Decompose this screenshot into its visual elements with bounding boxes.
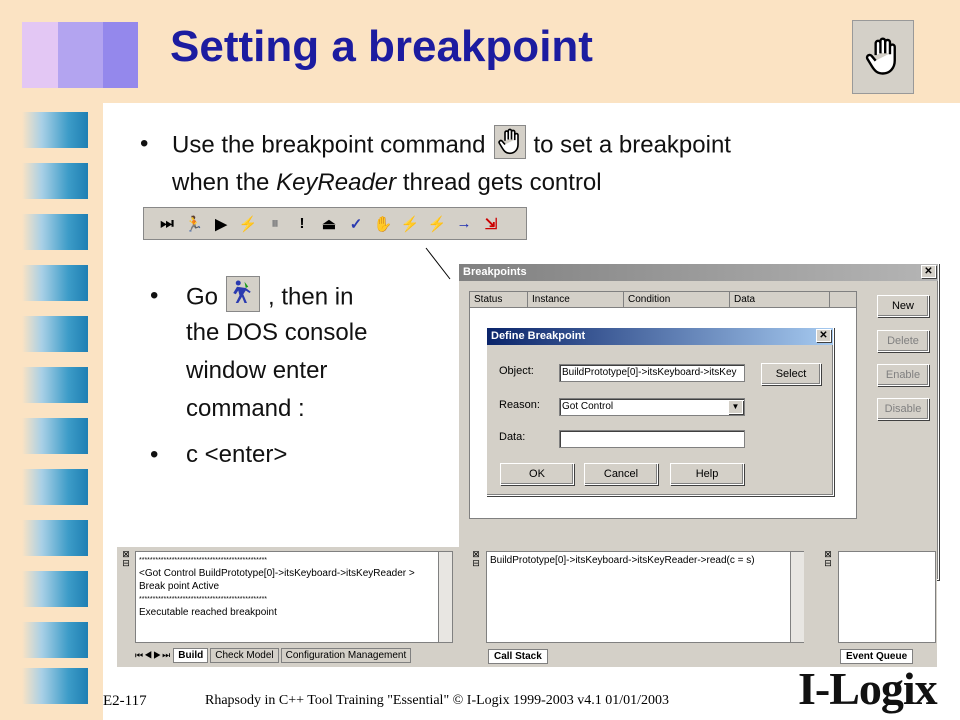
object-label: Object: — [499, 365, 534, 377]
slide-title: Setting a breakpoint — [170, 22, 593, 71]
left-decor-band — [0, 0, 103, 720]
object-field[interactable]: BuildPrototype[0]->itsKeyboard->itsKey — [559, 364, 745, 382]
exclamation-icon[interactable]: ! — [299, 215, 305, 232]
column-instance[interactable]: Instance — [528, 292, 624, 307]
chevron-down-icon[interactable]: ▼ — [728, 400, 743, 414]
disable-button[interactable]: Disable — [877, 398, 929, 420]
step-into-icon[interactable]: ⏭ — [160, 215, 174, 232]
event-generator-icon[interactable]: ⚡ — [400, 215, 420, 233]
help-button[interactable]: Help — [670, 463, 744, 485]
breakpoints-header — [470, 292, 856, 308]
enable-button[interactable]: Enable — [877, 364, 929, 386]
output-line-2: Break point Active — [139, 581, 220, 592]
debug-toolbar — [143, 207, 527, 240]
call-stack-pane[interactable] — [486, 551, 804, 643]
bullet-1-line-2 — [172, 168, 602, 198]
bullet-2-text-b: , then in — [268, 283, 354, 311]
bullet-1-line2-b: thread gets control — [396, 169, 602, 196]
bullet-2-line-1 — [186, 280, 353, 316]
footer-text: Rhapsody in C++ Tool Training "Essential" © I-Logix 1999-2003 v4.1 01/01/2003 — [205, 693, 670, 708]
bullet-1-line2-a: when the — [172, 169, 277, 196]
bullet-2-line-4: command : — [186, 395, 305, 422]
event-queue-pane[interactable] — [838, 551, 936, 643]
column-data[interactable]: Data — [730, 292, 830, 307]
output-scrollbar[interactable] — [438, 552, 452, 642]
reason-label: Reason: — [499, 399, 540, 411]
pane-grip[interactable]: ⊠ ⊟ — [122, 549, 130, 568]
breakpoint-hand-icon[interactable]: ✋ — [373, 215, 393, 233]
tab-nav-arrows-icon[interactable]: ⏮◀▶⏭ — [135, 649, 172, 660]
call-stack-scrollbar[interactable] — [790, 552, 804, 642]
reason-value: Got Control — [562, 401, 614, 412]
tab-call-stack[interactable]: Call Stack — [488, 649, 548, 664]
call-stack-tab-wrap — [488, 646, 548, 664]
pane-grip[interactable]: ⊠ ⊟ — [824, 549, 832, 568]
bullet-dot: • — [140, 130, 149, 157]
output-stars-1: *********************************************** — [139, 557, 268, 564]
bullet-3: c <enter> — [186, 441, 288, 468]
close-icon[interactable]: ✕ — [921, 265, 936, 278]
tab-check-model[interactable]: Check Model — [210, 648, 278, 663]
data-field[interactable] — [559, 430, 745, 448]
data-label: Data: — [499, 431, 526, 443]
select-button[interactable]: Select — [761, 363, 821, 385]
output-pane[interactable] — [135, 551, 453, 643]
pointer-line — [420, 245, 460, 285]
column-status[interactable]: Status — [470, 292, 528, 307]
tab-configuration-management[interactable]: Configuration Management — [281, 648, 412, 663]
decor-square-violet — [103, 22, 138, 88]
delete-button[interactable]: Delete — [877, 330, 929, 352]
breakpoints-titlebar — [459, 264, 938, 281]
slide-code: E2-117 — [103, 693, 147, 709]
bullet-2-line-2: the DOS console — [186, 319, 368, 346]
close-icon[interactable]: ✕ — [816, 329, 831, 342]
tab-event-queue[interactable]: Event Queue — [840, 649, 913, 664]
pane-grip[interactable]: ⊠ ⊟ — [472, 549, 480, 568]
decor-square-lilac — [22, 22, 58, 88]
play-icon[interactable]: ▶ — [215, 215, 227, 233]
hand-icon — [852, 20, 914, 94]
breakpoint-command-icon — [494, 125, 526, 159]
bullet-1-text-a: Use the breakpoint command — [172, 131, 486, 159]
bullet-2-line-3: window enter — [186, 357, 328, 384]
bullet-dot: • — [150, 282, 159, 309]
i-logix-logo: I-Logix — [798, 663, 937, 714]
trace-icon[interactable]: ⚡ — [427, 215, 447, 233]
eject-icon[interactable]: ⏏ — [321, 215, 337, 233]
pause-icon[interactable]: ⏸ — [271, 215, 279, 232]
output-line-3: Executable reached breakpoint — [139, 607, 277, 618]
reason-dropdown[interactable] — [559, 398, 745, 416]
breakpoints-title: Breakpoints — [463, 266, 527, 278]
output-stars-2: *********************************************** — [139, 596, 268, 603]
define-breakpoint-dialog — [486, 327, 834, 496]
cancel-button[interactable]: Cancel — [584, 463, 658, 485]
column-condition[interactable]: Condition — [624, 292, 730, 307]
watch-icon[interactable]: ✓ — [349, 215, 363, 233]
bullet-1-line-1 — [172, 129, 731, 163]
define-breakpoint-title: Define Breakpoint — [491, 330, 586, 342]
arrow-right-icon[interactable]: → — [456, 215, 472, 232]
bullet-dot: • — [150, 441, 159, 468]
bullet-2-text-a: Go — [186, 283, 219, 311]
bullet-1-text-b: to set a breakpoint — [533, 131, 731, 159]
go-idle-icon[interactable]: ⚡ — [238, 215, 258, 233]
go-command-icon — [226, 276, 260, 312]
output-tabs — [135, 646, 453, 664]
go-runner-icon[interactable]: 🏃 — [184, 215, 204, 233]
tab-build[interactable]: Build — [173, 648, 208, 663]
output-line-1: <Got Control BuildPrototype[0]->itsKeyboard->itsKeyReader > — [139, 568, 415, 579]
call-stack-line: BuildPrototype[0]->itsKeyboard->itsKeyReader->read(c = s) — [490, 555, 755, 566]
new-button[interactable]: New — [877, 295, 929, 317]
ok-button[interactable]: OK — [500, 463, 574, 485]
define-breakpoint-titlebar — [487, 328, 833, 345]
exit-animation-icon[interactable]: ⇲ — [484, 215, 498, 233]
bullet-1-line2-em: KeyReader — [276, 169, 397, 196]
